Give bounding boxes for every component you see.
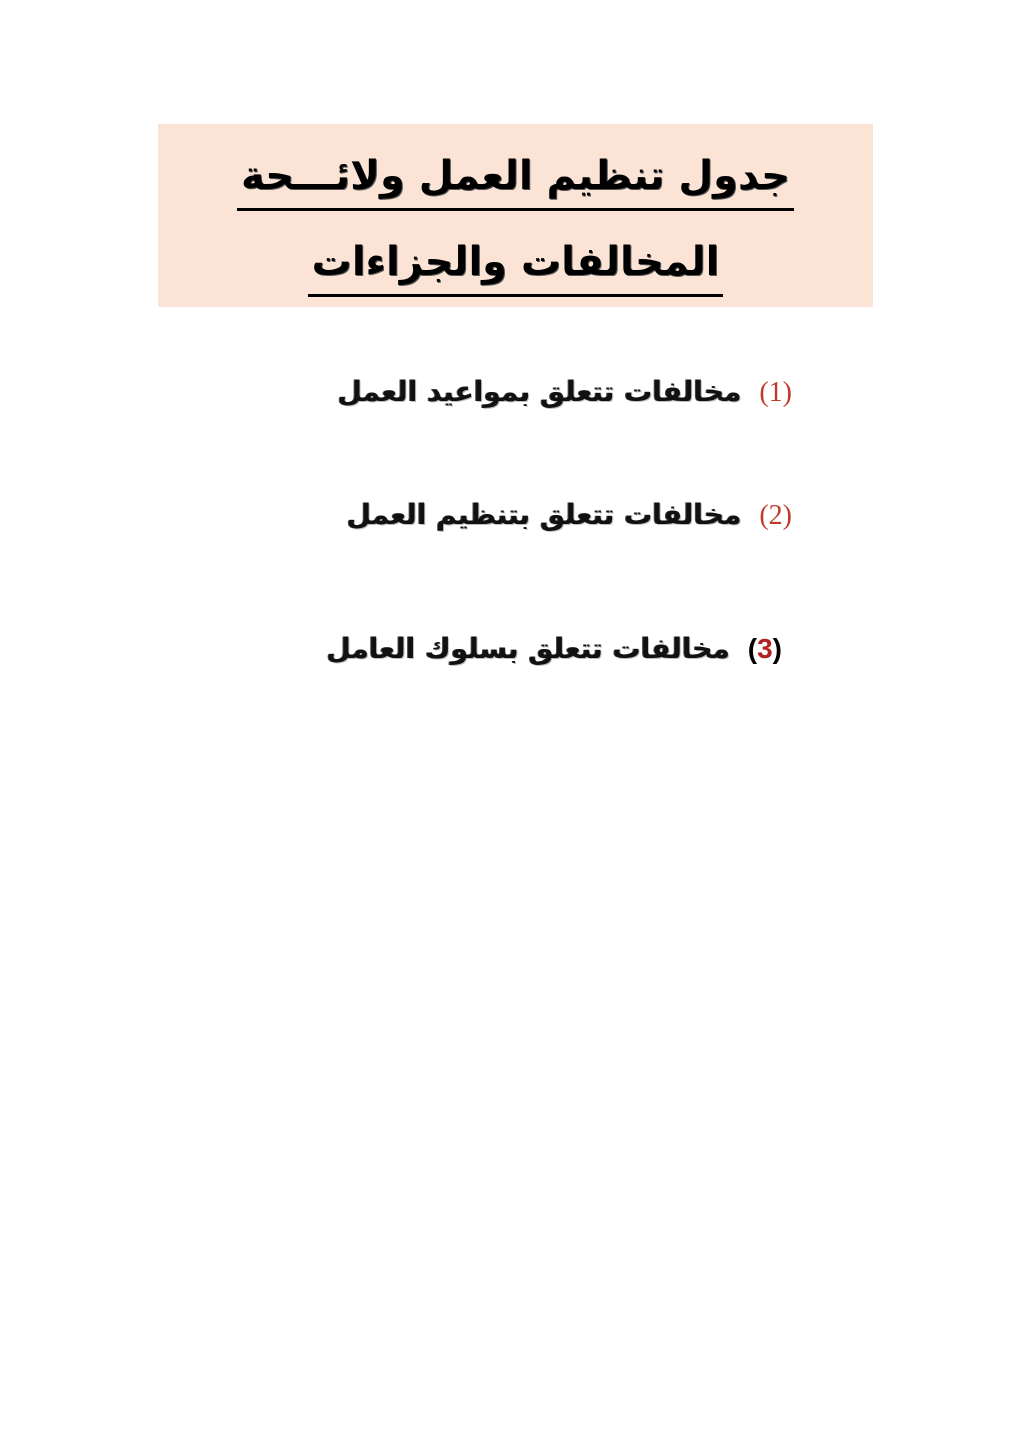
title-line-2-wrapper	[158, 236, 873, 297]
list-item-number	[748, 633, 782, 664]
title-line-1-wrapper	[158, 150, 873, 211]
list-item-3	[327, 632, 782, 665]
list-item-label: مخالفات تتعلق بتنظيم العمل	[346, 498, 742, 531]
number-close-paren: )	[747, 633, 758, 664]
list-item-label: مخالفات تتعلق بسلوك العامل	[326, 632, 731, 665]
title-banner	[158, 124, 873, 307]
list-item-number: (1)	[759, 377, 792, 408]
number-open-paren: (	[772, 633, 782, 664]
list-item-1	[338, 375, 792, 409]
page-title-line-1: جدول تنظيم العمل ولائـــحة	[237, 150, 794, 211]
page-title-line-2: المخالفات والجزاءات	[308, 236, 724, 297]
list-item-label: مخالفات تتعلق بمواعيد العمل	[337, 375, 742, 408]
number-digit: 3	[757, 633, 773, 664]
list-item-number: (2)	[759, 500, 792, 531]
list-item-2	[347, 498, 792, 532]
